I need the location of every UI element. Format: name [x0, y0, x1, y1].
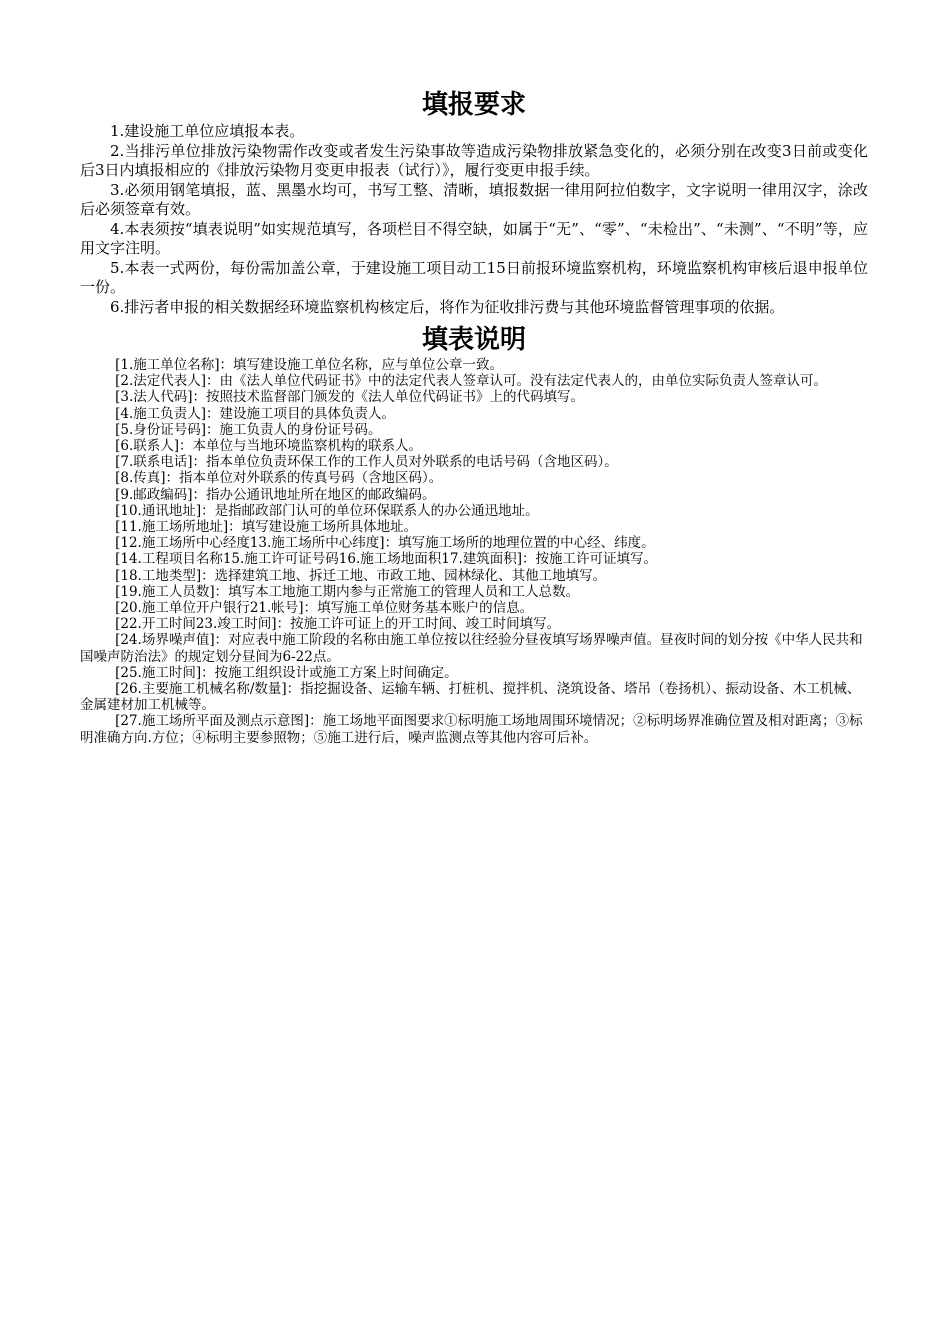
explanation-item: [14.工程项目名称15.施工许可证号码16.施工场地面积17.建筑面积]：按施工许可证填写。	[115, 551, 658, 568]
explanation-item: [20.施工单位开户银行21.帐号]：填写施工单位财务基本账户的信息。	[115, 600, 534, 617]
explanation-item: [22.开工时间23.竣工时间]：按施工许可证上的开工时间、竣工时间填写。	[115, 616, 561, 633]
explanation-item: [8.传真]：指本单位对外联系的传真号码（含地区码）。	[115, 470, 443, 487]
explanation-item: [2.法定代表人]：由《法人单位代码证书》中的法定代表人签章认可。没有法定代表人的，由单位实际负责人签章认可。	[115, 373, 828, 390]
requirement-item: 6.排污者申报的相关数据经环境监察机构核定后，将作为征收排污费与其他环境监督管理事项的依据。	[110, 297, 785, 316]
requirement-item: 3.必须用钢笔填报，蓝、黑墨水均可，书写工整、清晰，填报数据一律用阿拉伯数字，文字说明一律用汉字，涂改后必须签章有效。	[80, 180, 868, 218]
requirement-item: 2.当排污单位排放污染物需作改变或者发生污染事故等造成污染物排放紧急变化的，必须分别在改变3日前或变化后3日内填报相应的《排放污染物月变更申报表（试行）》，履行变更申报手续。	[80, 141, 868, 179]
requirements-title: 填报要求	[421, 90, 526, 120]
explanation-item: [1.施工单位名称]：填写建设施工单位名称，应与单位公章一致。	[115, 357, 504, 373]
explanation-item: [9.邮政编码]：指办公通讯地址所在地区的邮政编码。	[115, 486, 436, 503]
explanation-item: [7.联系电话]：指本单位负责环保工作的工作人员对外联系的电话号码（含地区码）。	[115, 454, 618, 471]
explanation-item: [12.施工场所中心经度13.施工场所中心纬度]：填写施工场所的地理位置的中心经、纬度。	[115, 535, 655, 552]
requirement-item: 5.本表一式两份，每份需加盖公章，于建设施工项目动工15日前报环境监察机构，环境监察机构审核后退申报单位一份。	[80, 258, 868, 296]
explanation-item: [6.联系人]：本单位与当地环境监察机构的联系人。	[115, 438, 423, 455]
explanation-item: [5.身份证号码]：施工负责人的身份证号码。	[115, 421, 382, 438]
requirement-item: 1.建设施工单位应填报本表。	[110, 122, 305, 140]
document-page	[80, 88, 868, 746]
explanation-item: [18.工地类型]：选择建筑工地、拆迁工地、市政工地、园林绿化、其他工地填写。	[115, 567, 607, 584]
explanation-item: [25.施工时间]：按施工组织设计或施工方案上时间确定。	[115, 664, 458, 681]
explanation-list	[80, 357, 868, 746]
explanation-item: [24.场界噪声值]：对应表中施工阶段的名称由施工单位按以往经验分昼夜填写场界噪声值。昼夜时间的划分按《中华人民共和国噪声防治法》的规定划分昼间为6-22点。	[80, 632, 863, 665]
requirements-list	[80, 122, 868, 317]
explanation-item: [3.法人代码]：按照技术监督部门颁发的《法人单位代码证书》上的代码填写。	[115, 389, 585, 406]
explanation-item: [26.主要施工机械名称/数量]：指挖掘设备、运输车辆、打桩机、搅拌机、浇筑设备、塔吊（卷扬机）、振动设备、木工机械、金属建材加工机械等。	[80, 681, 861, 714]
requirement-item: 4.本表须按“填表说明”如实规范填写，各项栏目不得空缺，如属于“无”、“零”、“未检出”、“未测”、“不明”等，应用文字注明。	[80, 219, 868, 257]
explanation-item: [27.施工场所平面及测点示意图]：施工场地平面图要求①标明施工场地周围环境情况；②标明场界准确位置及相对距离；③标明准确方向.方位；④标明主要参照物；⑤施工进行后，噪声监测点等其他内容可后补。	[80, 713, 863, 746]
explanation-item: [10.通讯地址]：是指邮政部门认可的单位环保联系人的办公通迅地址。	[115, 502, 539, 519]
explanation-item: [19.施工人员数]：填写本工地施工期内参与正常施工的管理人员和工人总数。	[115, 583, 580, 600]
explanation-item: [4.施工负责人]：建设施工项目的具体负责人。	[115, 405, 396, 422]
explanation-item: [11.施工场所地址]：填写建设施工场所具体地址。	[115, 519, 418, 536]
explanation-title: 填表说明	[421, 325, 526, 355]
